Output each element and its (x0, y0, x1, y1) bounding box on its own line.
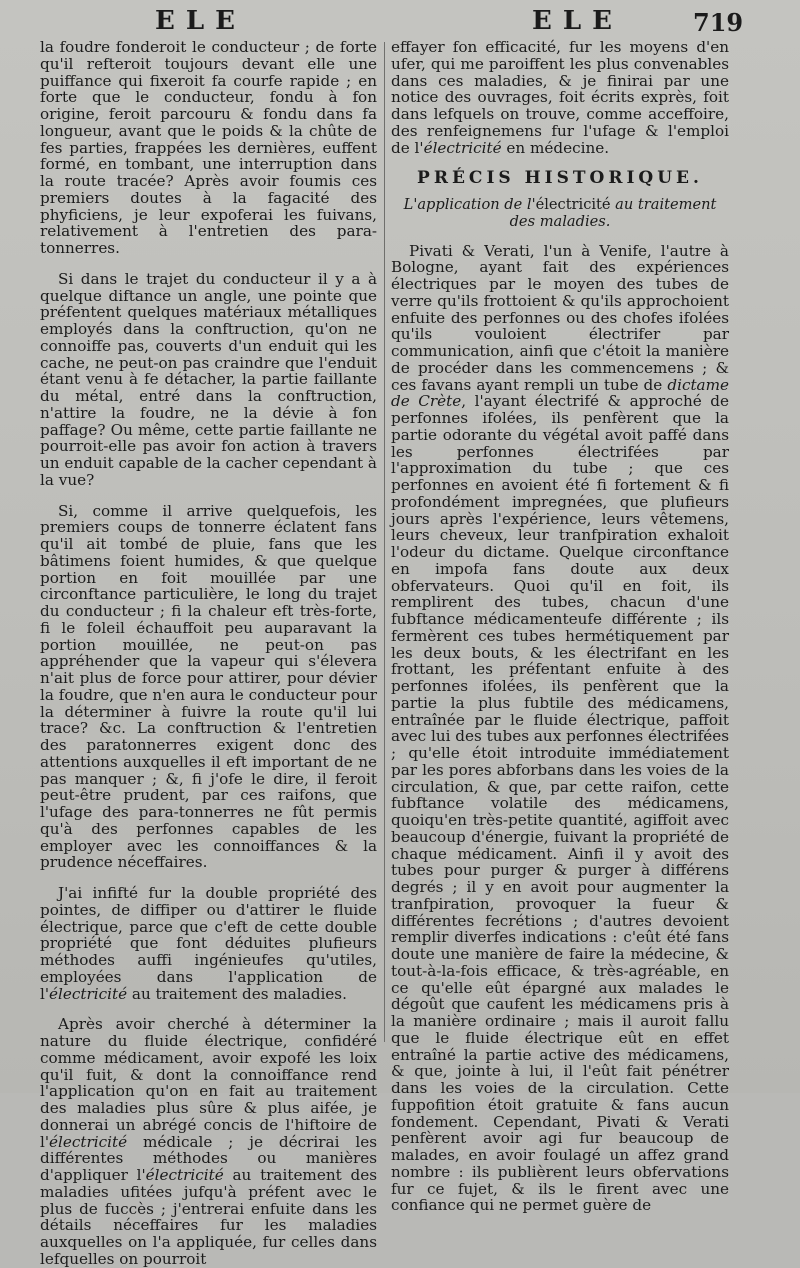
section-title: PRÉCIS HISTORIQUE. (417, 168, 703, 189)
paragraph: la foudre fonderoit le conducteur ; de forte qu'il refteroit toujours devant elle une puiffance qui fixeroit fa courfe rapide ; en forte que le conducteur, fondu à fon origine, feroit parcouru & fondu dans fa longueur, avant que le poids & la chûte de fes parties, frappées les dernières, euffent formé, en tombant, une interruption dans la route tracée? Après avoir foumis ces premiers doutes à la fagacité des phyficiens, je leur expoferai les fuivans, relativement à l'entretien des para-tonnerres. (40, 38, 377, 257)
paragraph: Si dans le trajet du conducteur il y a à quelque diftance un angle, une pointe que préfentent quelques matériaux métalliques employés dans la conftruction, qu'on ne connoiffe pas, couverts d'un enduit qui les cache, ne peut-on pas craindre que l'enduit étant venu à fe détacher, la partie faillante du métal, entré dans la conftruction, n'attire la foudre, ne la dévie à fon paffage? Ou même, cette partie faillante ne pourroit-elle pas avoir fon action à travers un enduit capable de la cacher cependant à la vue? (40, 269, 377, 489)
paragraph (40, 1016, 377, 1267)
running-head-right: ELE (532, 6, 623, 36)
paragraph (391, 39, 729, 156)
right-column (391, 39, 729, 1214)
text-run: J'ai infifté fur la double propriété des pointes, de diffiper ou d'attirer le fluide électrique, parce que c'eft de cette double propriété que font déduites plufieurs méthodes auffi ingénieufes qu'utiles, employées dans l'application de l' (40, 884, 377, 1003)
upright-term: électricité (535, 196, 611, 213)
italic-term: électricité (49, 1132, 128, 1151)
text-run: au traitement des maladies. (127, 984, 347, 1003)
italic-term: dictame de Crète (391, 375, 729, 411)
text-run: L'application de l' (403, 196, 536, 213)
text-run: au traitement des maladies. (509, 196, 717, 230)
text-run: en médecine. (501, 138, 610, 157)
text-run: Pivati & Verati, l'un à Venife, l'autre à Bologne, ayant fait des expériences électriques par le moyen des tubes de verre qu'ils frottoient & qu'ils approchoient enfuite des perfonnes ou des chofes ifolées qu'ils vouloient électrifer par communication, ainfi que c'étoit la manière de procéder dans les commencemens ; & ces favans ayant rempli un tube de (391, 241, 729, 394)
italic-term: électricité (145, 1166, 224, 1184)
text-run: au traitement des maladies ufitées jufqu'à préfent avec le plus de fuccès ; j'entrerai enfuite dans les détails néceffaires fur les maladies auxquelles on l'a appliquée, fur celles dans lefquelles on pourroit (40, 1166, 377, 1268)
paragraph: Si, comme il arrive quelquefois, les premiers coups de tonnerre éclatent fans qu'il ait tombé de pluie, fans que les bâtimens foient humides, & que quelque portion en foit mouillée par une circonftance particulière, le long du trajet du conducteur ; fi la chaleur eft très-forte, fi le foleil échauffoit peu auparavant la portion mouillée, ne peut-on pas appréhender que la vapeur qui s'élevera n'ait plus de force pour attirer, pour dévier la foudre, que n'en aura le conducteur pour la déterminer à fuivre la route qu'il lui trace? &c. La conftruction & l'entretien des paratonnerres exigent donc des attentions auxquelles il eft important de ne pas manquer ; &, fi j'ofe le dire, il feroit peut-être prudent, par ces raifons, que l'ufage des para-tonnerres ne fût permis qu'à des perfonnes capables de les employer avec les connoiffances & la prudence néceffaires. (40, 501, 377, 872)
text-run: effayer fon efficacité, fur les moyens d'en ufer, qui me paroiffent les plus convenables dans ces maladies, & je finirai par une notice des ouvrages, foit écrits exprès, foit dans lefquels on trouve, comme acceffoire, des renfeignemens fur l'ufage & l'emploi de l' (391, 38, 729, 157)
running-head-left: ELE (155, 6, 246, 36)
left-column (40, 39, 377, 1268)
text-run: Après avoir cherché à déterminer la nature du fluide électrique, confidéré comme médicament, avoir expofé les loix qu'il fuit, & dont la connoiffance rend l'application qu'on en fait au traitement des maladies plus sûre & plus aifée, je donnerai un abrégé concis de l'hiftoire de l' (40, 1015, 377, 1151)
running-head (0, 6, 800, 40)
text-run: , l'ayant électrifé & approché de perfonnes ifolées, ils penfèrent que la partie odorante du végétal avoit paffé dans les perfonnes électrifées par l'approximation du tube ; que ces perfonnes en avoient été fi fortement & fi profondément impregnées, que plufieurs jours après l'expérience, leurs vêtemens, leurs cheveux, leur tranfpiration exhaloit l'odeur du dictame. Quelque circonftance en impofa fans doute aux deux obfervateurs. Quoi qu'il en foit, ils remplirent des tubes, chacun d'une fubftance médicamenteufe différente ; ils fermèrent ces tubes hermétiquement par les deux bouts, & les électrifant en les frottant, les préfentant enfuite à des perfonnes ifolées, ils penfèrent que la partie la plus fubtile des médicamens, entraînée par le fluide électrique, paffoit avec lui des tubes aux perfonnes électrifées ; qu'elle étoit introduite immédiatement par les pores abforbans dans les voies de la circulation, & que, par cette raifon, cette fubftance volatile des médicamens, quoiqu'en très-petite quantité, agiffoit avec beaucoup d'énergie, fuivant la propriété de chaque médicament. Ainfi il y avoit des tubes pour purger & purger à différens degrés ; il y en avoit pour augmenter la tranfpiration, provoquer la fueur & différentes fecrétions ; d'autres devoient remplir diverfes indications : c'eût été fans doute une manière de faire la médecine, & tout-à-la-fois efficace, & très-agréable, en ce qu'elle eût épargné aux malades le dégoût que caufent les médicamens pris à la manière ordinaire ; mais il auroit fallu que le fluide électrique eût en effet entraîné la partie active des médicamens, & que, jointe à lui, il l'eût fait pénétrer dans les voies de la circulation. Cette fuppofition étoit gratuite & fans aucun fondement. Cependant, Pivati & Verati penfèrent avoir agi fur beaucoup de malades, en avoir foulagé un affez grand nombre : ils publièrent leurs obfervations fur ce fujet, & ils le firent avec une confiance qui ne permet guère de (391, 392, 730, 1215)
italic-term: électricité (49, 984, 128, 1003)
section-subtitle (391, 197, 729, 231)
text-run: médicale ; je décrirai les différentes méthodes ou manières d'appliquer l' (40, 1132, 377, 1184)
page-number: 719 (693, 8, 744, 37)
italic-term: électricité (423, 138, 502, 157)
paragraph (391, 243, 729, 1215)
column-divider (384, 42, 385, 1042)
paragraph (40, 885, 377, 1002)
